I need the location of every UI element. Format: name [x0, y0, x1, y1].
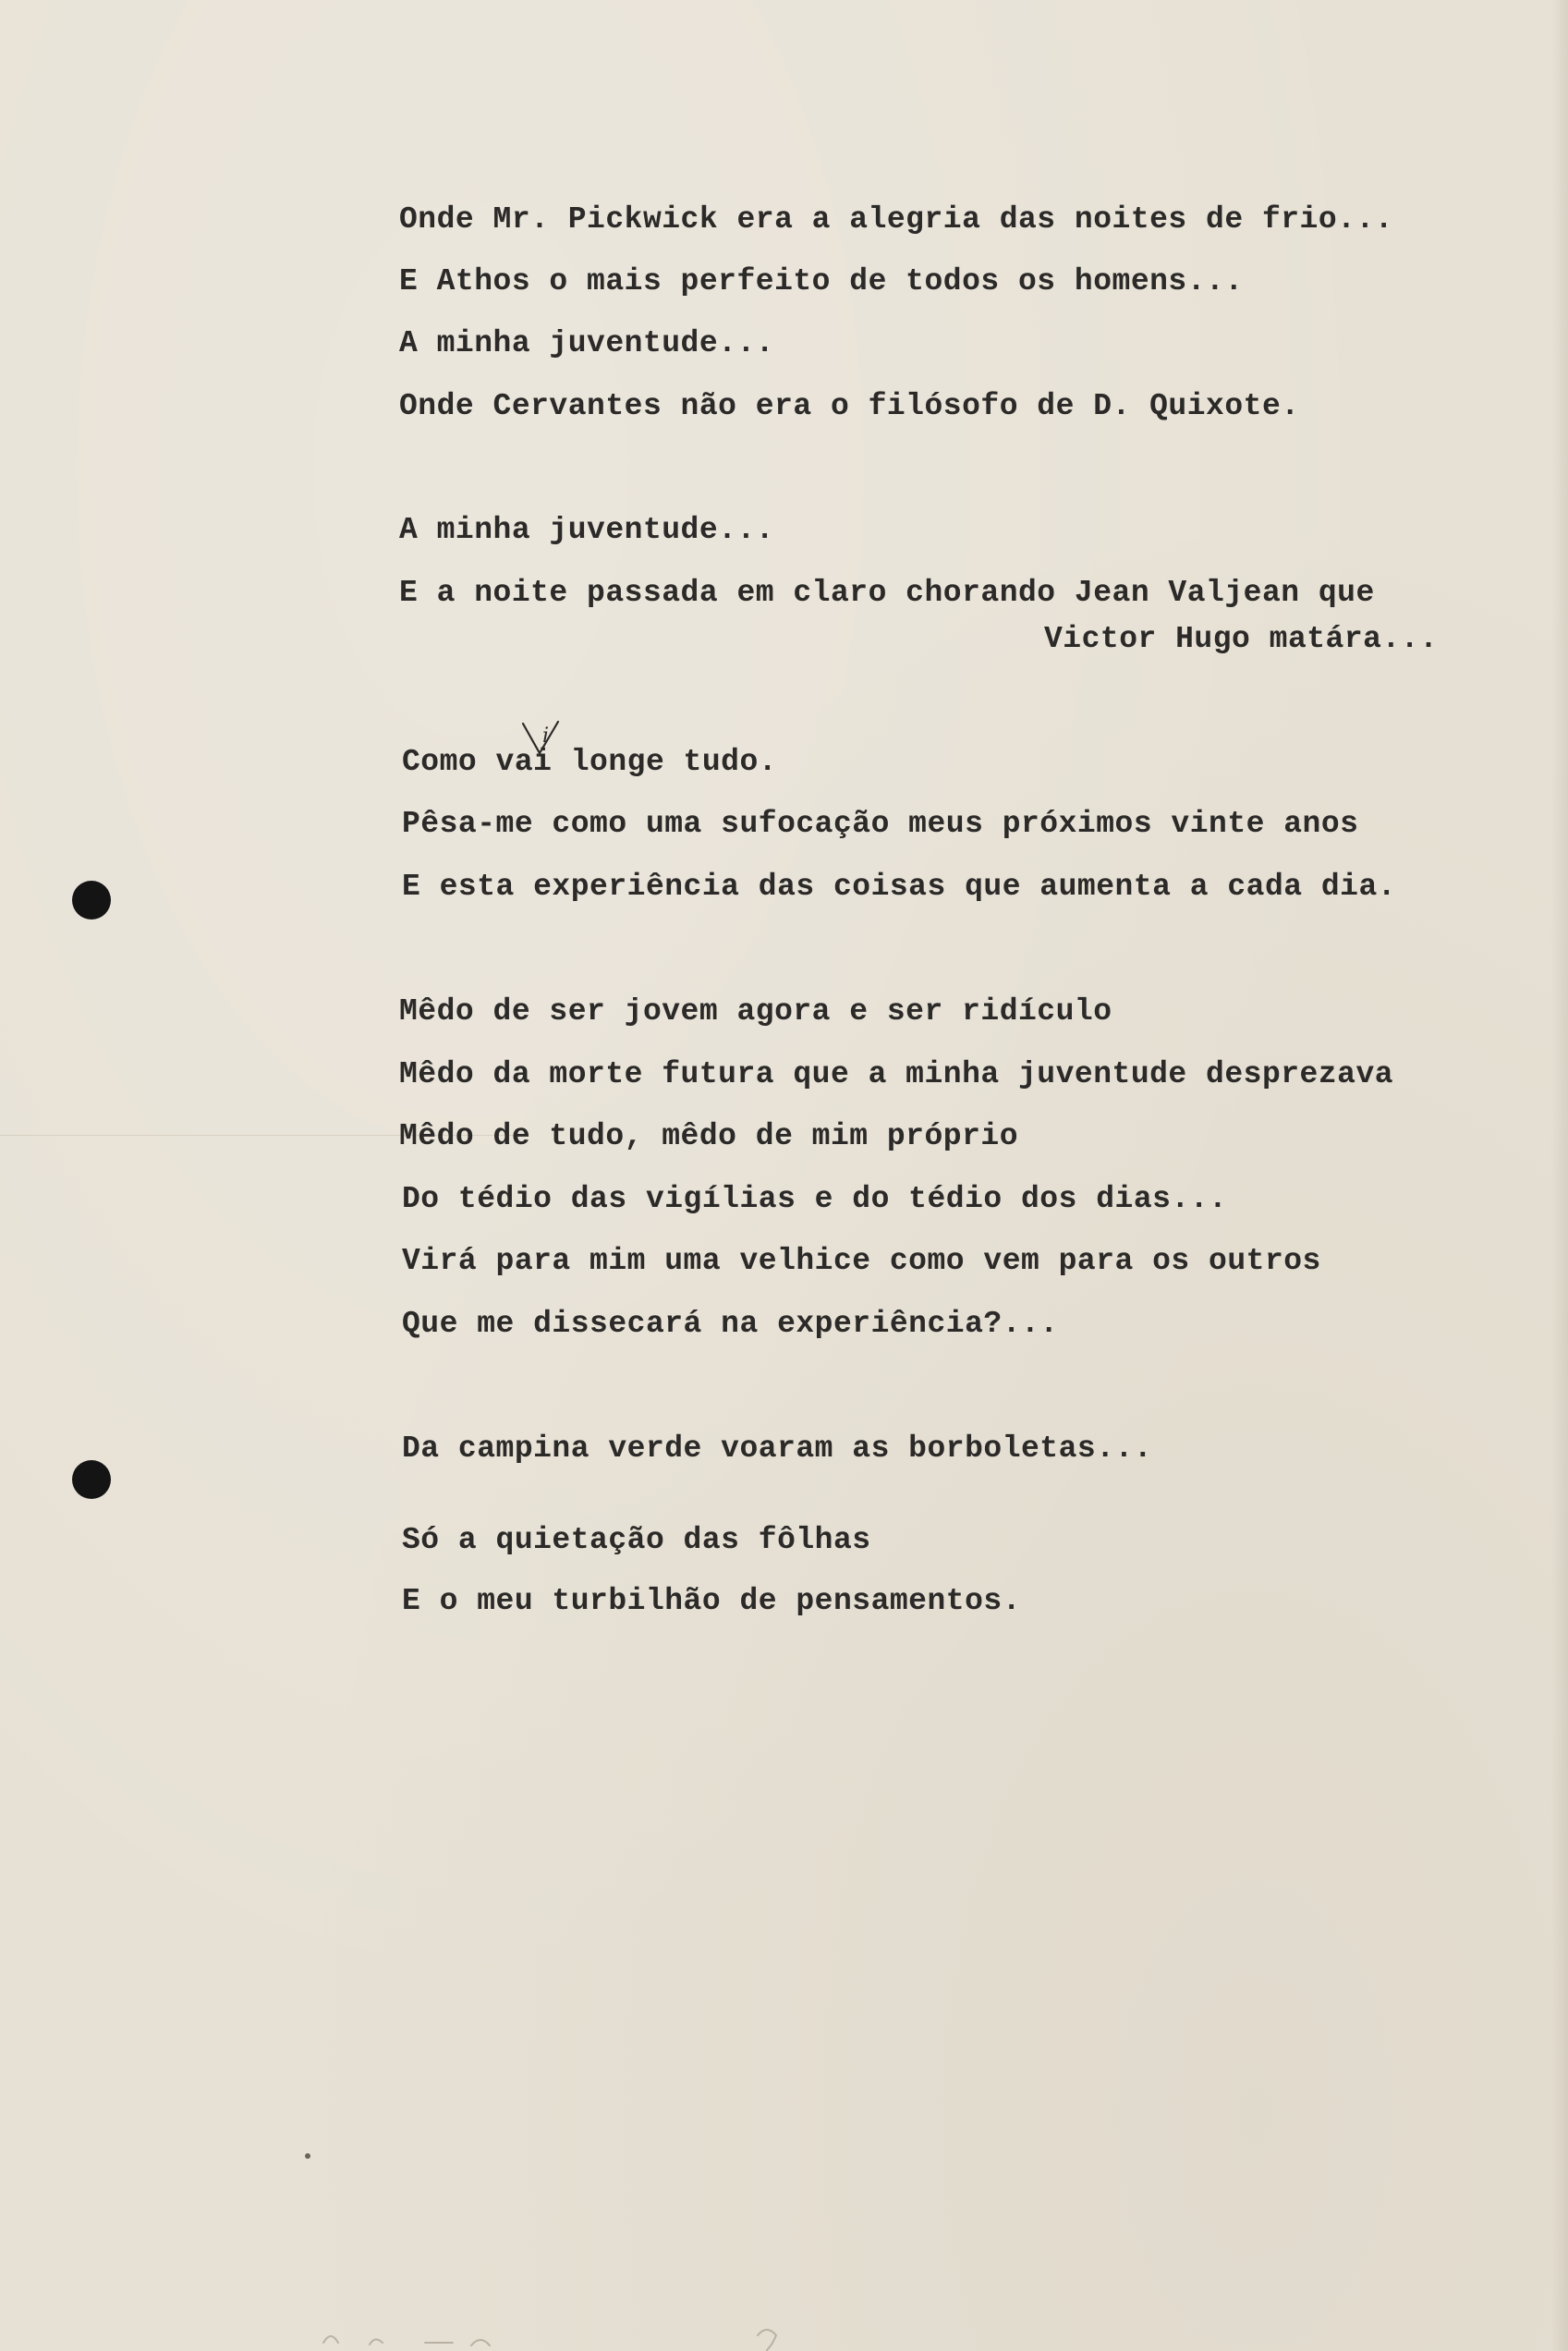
- poem-line: Onde Cervantes não era o filósofo de D. Quixote.: [399, 389, 1300, 423]
- poem-line: Virá para mim uma velhice como vem para os outros: [402, 1244, 1321, 1278]
- poem-line-indented: Victor Hugo matára...: [1044, 622, 1439, 656]
- poem-line: Só a quietação das fôlhas: [402, 1523, 871, 1557]
- poem-line: Da campina verde voaram as borboletas...: [402, 1431, 1153, 1466]
- poem-line: E esta experiência das coisas que aumenta a cada dia.: [402, 870, 1397, 904]
- poem-line: Pêsa-me como uma sufocação meus próximos vinte anos: [402, 807, 1359, 841]
- poem-line: Como vai longe tudo.: [402, 745, 778, 779]
- handwritten-correction-mark: [517, 716, 573, 772]
- handwritten-correction-letter: i: [542, 725, 550, 748]
- poem-line: A minha juventude...: [399, 513, 775, 547]
- poem-line: E a noite passada em claro chorando Jean Valjean que: [399, 576, 1375, 610]
- page-edge-shadow: [1551, 0, 1568, 2351]
- poem-line: Onde Mr. Pickwick era a alegria das noites de frio...: [399, 202, 1394, 237]
- ink-speck: [305, 2153, 310, 2159]
- poem-line: Do tédio das vigílias e do tédio dos dias...: [402, 1182, 1228, 1216]
- pencil-marks-footer: [314, 2315, 869, 2351]
- punch-hole-icon: [72, 1460, 111, 1499]
- poem-line: Que me dissecará na experiência?...: [402, 1307, 1059, 1341]
- poem-line: E o meu turbilhão de pensamentos.: [402, 1584, 1022, 1618]
- poem-line: A minha juventude...: [399, 326, 775, 360]
- poem-line: Mêdo da morte futura que a minha juventude desprezava: [399, 1057, 1394, 1091]
- poem-line: E Athos o mais perfeito de todos os homens...: [399, 264, 1244, 298]
- punch-hole-icon: [72, 881, 111, 920]
- poem-line: Mêdo de ser jovem agora e ser ridículo: [399, 994, 1112, 1029]
- poem-line: Mêdo de tudo, mêdo de mim próprio: [399, 1119, 1019, 1153]
